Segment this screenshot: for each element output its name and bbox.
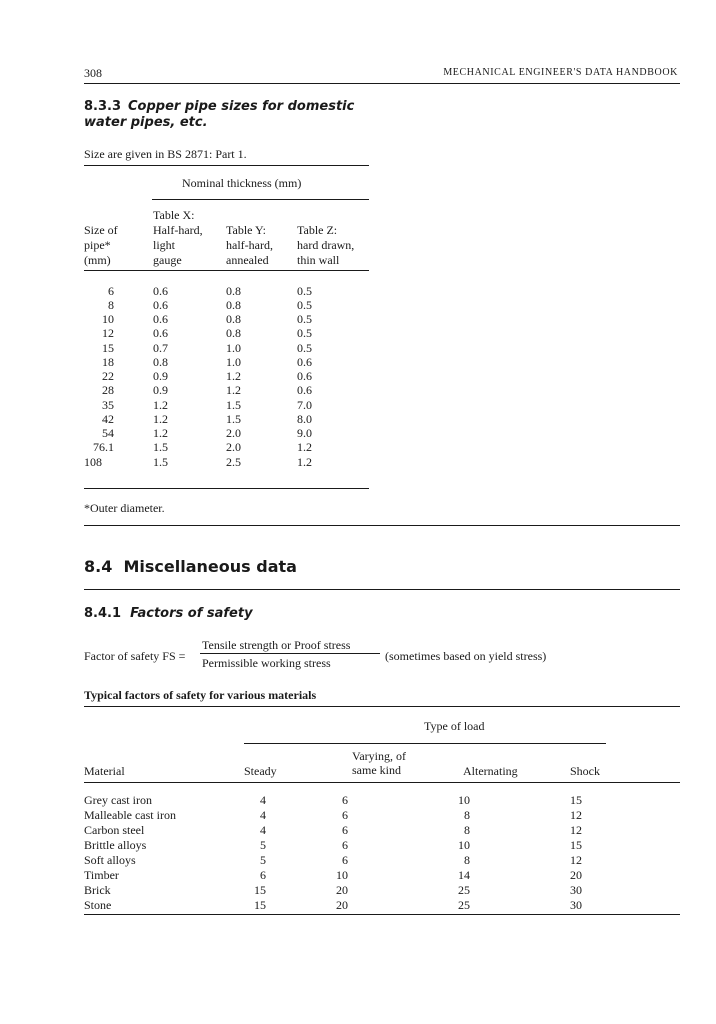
materials-table-top-rule [84, 706, 680, 707]
formula-denominator: Permissible working stress [202, 656, 331, 670]
section-841-heading: 8.4.1 Factors of safety [84, 606, 253, 621]
pipe-table-note: Size are given in BS 2871: Part 1. [84, 147, 247, 161]
fraction-bar [200, 653, 380, 654]
materials-col-shock: Shock [570, 764, 600, 778]
formula-numerator: Tensile strength or Proof stress [202, 638, 351, 652]
pipe-col-size-header: Size of pipe* (mm) [84, 223, 118, 267]
section-rule [84, 525, 680, 526]
pipe-table-footnote: *Outer diameter. [84, 501, 165, 515]
materials-header-rule [84, 782, 680, 783]
materials-group-rule [244, 743, 606, 744]
pipe-col-y-header: Table Y: half-hard, annealed [226, 223, 273, 267]
header-rule [84, 83, 680, 84]
materials-table-title: Typical factors of safety for various materials [84, 688, 317, 702]
pipe-table-bottom-rule [84, 488, 369, 489]
materials-col-material: Material [84, 764, 125, 778]
pipe-table-header-rule [84, 270, 369, 271]
pipe-table-group-rule [152, 199, 369, 200]
materials-col-varying: Varying, of same kind [352, 749, 406, 777]
materials-table-bottom-rule [84, 914, 680, 915]
materials-col-alternating: Alternating [463, 764, 518, 778]
formula-label: Factor of safety FS = [84, 649, 186, 663]
pipe-col-x-header: Table X: Half-hard, light gauge [153, 208, 203, 267]
section-84-rule [84, 589, 680, 590]
pipe-table-top-rule [84, 165, 369, 166]
materials-col-steady: Steady [244, 764, 277, 778]
section-84-heading: 8.4 Miscellaneous data [84, 557, 297, 576]
section-833-title: Copper pipe sizes for domestic water pipes, etc. [84, 99, 355, 130]
pipe-table-group-header: Nominal thickness (mm) [182, 176, 302, 190]
formula-note: (sometimes based on yield stress) [385, 649, 547, 663]
section-833-number: 8.3.3 [84, 99, 122, 114]
pipe-col-z-header: Table Z: hard drawn, thin wall [297, 223, 355, 267]
page-number: 308 [84, 66, 102, 80]
materials-group-header: Type of load [424, 719, 485, 733]
running-head: MECHANICAL ENGINEER'S DATA HANDBOOK [443, 67, 678, 78]
